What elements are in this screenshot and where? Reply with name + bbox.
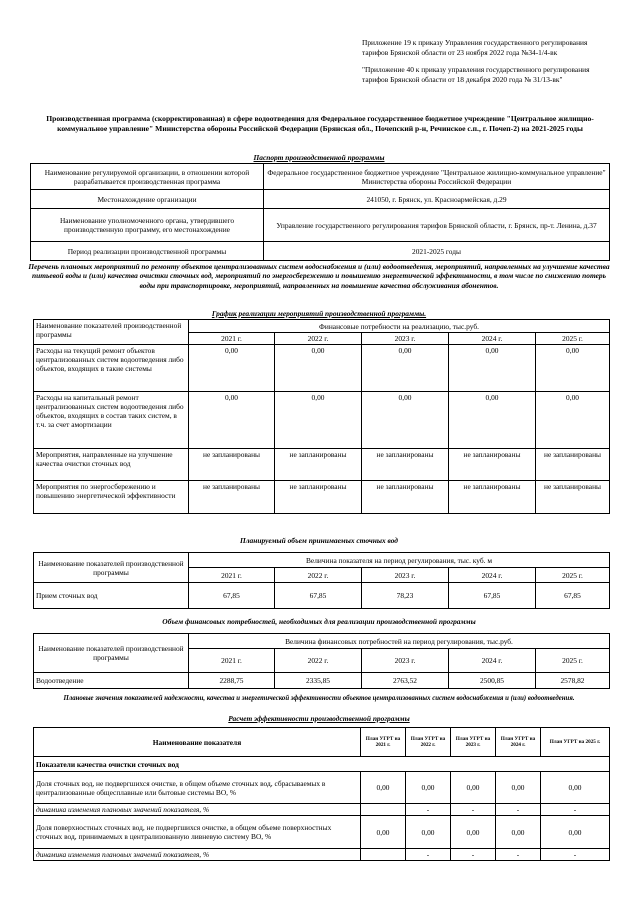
passport-value: 241050, г. Брянск, ул. Красноармейская, д.29 xyxy=(264,190,610,209)
volume-cell: 78,23 xyxy=(362,583,449,609)
measures-cell: 0,00 xyxy=(275,392,362,449)
finance-year: 2022 г. xyxy=(275,649,362,673)
passport-label: Период реализации производственной программы xyxy=(31,242,264,261)
reliability-row-label: Доля сточных вод, не подвергшихся очистке, в общем объеме сточных вод, сбрасываемых в централизованные общесплавные или бытовые системы ВО, % xyxy=(34,772,361,804)
passport-value: Управление государственного регулирования тарифов Брянской области, г. Брянск, пр-т. Ленина, д.37 xyxy=(264,209,610,242)
reliability-cell: - xyxy=(451,849,496,861)
measures-cell: 0,00 xyxy=(536,392,610,449)
measures-cell: 0,00 xyxy=(189,392,275,449)
measures-row-label: Расходы на капитальный ремонт централизованных систем водоотведения либо объектов, входящих в состав таких систем, в т.ч. за счет амортизации xyxy=(34,392,189,449)
finance-caption: Объем финансовых потребностей, необходимых для реализации производственной программы xyxy=(162,617,476,626)
finance-cell: 2763,52 xyxy=(362,673,449,689)
reliability-cell: - xyxy=(541,804,610,816)
volume-cell: 67,85 xyxy=(189,583,275,609)
reliability-cell: 0,00 xyxy=(361,772,406,804)
reliability-year: План УГРТ на 2021 г. xyxy=(361,728,406,757)
reliability-row xyxy=(34,772,610,804)
measures-cell: не запланированы xyxy=(536,449,610,481)
measures-cell: 0,00 xyxy=(362,345,449,392)
passport-row xyxy=(31,164,610,190)
reliability-cell: - xyxy=(451,804,496,816)
volume-year: 2022 г. xyxy=(275,568,362,583)
measures-table xyxy=(33,319,610,514)
reliability-cell: 0,00 xyxy=(406,772,451,804)
measures-year: 2025 г. xyxy=(536,333,610,345)
volume-caption: Планируемый объем принимаемых сточных вод xyxy=(240,536,398,545)
measures-group-header: Финансовые потребности на реализацию, тыс.руб. xyxy=(189,320,610,333)
measures-cell: не запланированы xyxy=(449,449,536,481)
measures-row xyxy=(34,449,610,481)
volume-cell: 67,85 xyxy=(275,583,362,609)
measures-cell: не запланированы xyxy=(362,481,449,514)
reliability-cell: - xyxy=(496,849,541,861)
measures-year: 2023 г. xyxy=(362,333,449,345)
measures-row xyxy=(34,481,610,514)
measures-cell: не запланированы xyxy=(275,449,362,481)
measures-row xyxy=(34,392,610,449)
reliability-cell xyxy=(361,849,406,861)
measures-cell: не запланированы xyxy=(449,481,536,514)
passport-row xyxy=(31,242,610,261)
measures-row-label: Мероприятия по энергосбережению и повышению энергетической эффективности xyxy=(34,481,189,514)
measures-cell: 0,00 xyxy=(449,345,536,392)
reliability-row xyxy=(34,804,610,816)
finance-table xyxy=(33,633,610,689)
measures-cell: 0,00 xyxy=(449,392,536,449)
finance-row-label: Водоотведение xyxy=(34,673,189,689)
reliability-cell xyxy=(361,804,406,816)
volume-year: 2025 г. xyxy=(536,568,610,583)
volume-year: 2024 г. xyxy=(449,568,536,583)
finance-cell: 2578,82 xyxy=(536,673,610,689)
measures-schedule-caption: График реализации мероприятий производственной программы. xyxy=(211,309,427,318)
volume-cell: 67,85 xyxy=(449,583,536,609)
volume-year: 2023 г. xyxy=(362,568,449,583)
volume-row-label: Прием сточных вод xyxy=(34,583,189,609)
reliability-cell: 0,00 xyxy=(541,772,610,804)
measures-row xyxy=(34,345,610,392)
reliability-cell: 0,00 xyxy=(361,816,406,849)
header-line-1: Приложение 19 к приказу Управления государственного регулирования тарифов Брянской области от 23 ноября 2022 года №34-1/4-вк xyxy=(362,38,588,57)
measures-cell: 0,00 xyxy=(275,345,362,392)
reliability-cell: 0,00 xyxy=(406,816,451,849)
efficiency-caption: Расчет эффективности производственной программы xyxy=(228,714,410,723)
reliability-cell: - xyxy=(406,804,451,816)
measures-cell: 0,00 xyxy=(362,392,449,449)
reliability-cell: 0,00 xyxy=(496,772,541,804)
volume-year: 2021 г. xyxy=(189,568,275,583)
measures-caption: Перечень плановых мероприятий по ремонту объектов централизованных систем водоснабжения и (или) водоотведения, мероприятий, направленных на улучшение качества питьевой воды и (или) качества очистки сточных вод, мероприятий по энергосбережению и повышению энергетической эффективности, в том числе по снижению потерь воды при транспортировке, мероприятий, направленных на повышение качества обслуживания абонентов. xyxy=(28,262,610,290)
finance-year: 2025 г. xyxy=(536,649,610,673)
reliability-cell: 0,00 xyxy=(496,816,541,849)
passport-table xyxy=(30,163,610,261)
reliability-row-label: динамика изменения плановых значений показателя, % xyxy=(34,849,361,861)
reliability-cell: - xyxy=(541,849,610,861)
reliability-table xyxy=(33,727,610,861)
passport-row xyxy=(31,209,610,242)
passport-value: 2021-2025 годы xyxy=(264,242,610,261)
measures-cell: не запланированы xyxy=(362,449,449,481)
reliability-row xyxy=(34,849,610,861)
finance-year: 2023 г. xyxy=(362,649,449,673)
reliability-year: План УГРТ на 2025 г. xyxy=(541,728,610,757)
reliability-cell: 0,00 xyxy=(451,816,496,849)
passport-label: Наименование уполномоченного органа, утвердившего производственную программу, его местонахождение xyxy=(31,209,264,242)
volume-cell: 67,85 xyxy=(536,583,610,609)
reliability-cell: - xyxy=(406,849,451,861)
reliability-section-row xyxy=(34,757,610,772)
measures-cell: 0,00 xyxy=(189,345,275,392)
volume-group-header: Величина показателя на период регулирования, тыс. куб. м xyxy=(189,553,610,568)
header-line-2: "Приложение 40 к приказу управления государственного регулирования тарифов Брянской области от 18 декабря 2020 года № 31/13-вк" xyxy=(362,65,590,84)
finance-group-header: Величина финансовых потребностей на период регулирования, тыс.руб. xyxy=(189,634,610,649)
reliability-row-label: Доля поверхностных сточных вод, не подвергшихся очистке, в общем объеме поверхностных сточных вод, принимаемых в централизованную ливневую систему ВО, % xyxy=(34,816,361,849)
document-title: Производственная программа (скорректированная) в сфере водоотведения для Федеральное государственное бюджетное учреждение "Центральное жилищно-коммунальное управление" Министерства обороны Российской Федерации (Брянская обл., Почепский р-н, Речинское с.п., г. Почеп-2) на 2021-2025 годы xyxy=(46,114,594,133)
finance-cell: 2335,85 xyxy=(275,673,362,689)
measures-col-header: Наименование показателей производственной программы xyxy=(34,320,189,345)
finance-cell: 2288,75 xyxy=(189,673,275,689)
reliability-row xyxy=(34,816,610,849)
measures-cell: 0,00 xyxy=(536,345,610,392)
measures-cell: не запланированы xyxy=(189,481,275,514)
measures-row-label: Мероприятия, направленные на улучшение качества очистки сточных вод xyxy=(34,449,189,481)
measures-cell: не запланированы xyxy=(275,481,362,514)
volume-table xyxy=(33,552,610,609)
finance-year: 2024 г. xyxy=(449,649,536,673)
passport-row xyxy=(31,190,610,209)
reliability-year: План УГРТ на 2022 г. xyxy=(406,728,451,757)
finance-col-header: Наименование показателей производственной программы xyxy=(34,634,189,673)
measures-year: 2024 г. xyxy=(449,333,536,345)
reliability-caption: Плановые значения показателей надежности, качества и энергетической эффективности объектов централизованных систем водоснабжения и (или) водоотведения. xyxy=(63,695,575,702)
reliability-cell: 0,00 xyxy=(451,772,496,804)
measures-cell: не запланированы xyxy=(536,481,610,514)
header-block xyxy=(362,38,612,92)
reliability-section: Показатели качества очистки сточных вод xyxy=(34,757,610,772)
passport-value: Федеральное государственное бюджетное учреждение "Центральное жилищно-коммунальное управление" Министерства обороны Российской Федерации xyxy=(264,164,610,190)
reliability-year: План УГРТ на 2024 г. xyxy=(496,728,541,757)
finance-year: 2021 г. xyxy=(189,649,275,673)
reliability-cell: 0,00 xyxy=(541,816,610,849)
measures-row-label: Расходы на текущий ремонт объектов централизованных систем водоотведения либо объектов, входящих в такие системы xyxy=(34,345,189,392)
measures-year: 2022 г. xyxy=(275,333,362,345)
finance-row xyxy=(34,673,610,689)
passport-label: Наименование регулируемой организации, в отношении которой разрабатывается производственная программа xyxy=(31,164,264,190)
passport-label: Местонахождение организации xyxy=(31,190,264,209)
passport-caption: Паспорт производственной программы xyxy=(253,153,385,162)
reliability-cell: - xyxy=(496,804,541,816)
finance-cell: 2500,85 xyxy=(449,673,536,689)
reliability-col-header: Наименование показателя xyxy=(34,728,361,757)
reliability-row-label: динамика изменения плановых значений показателя, % xyxy=(34,804,361,816)
reliability-year: План УГРТ на 2023 г. xyxy=(451,728,496,757)
volume-col-header: Наименование показателей производственной программы xyxy=(34,553,189,583)
measures-year: 2021 г. xyxy=(189,333,275,345)
measures-cell: не запланированы xyxy=(189,449,275,481)
volume-row xyxy=(34,583,610,609)
